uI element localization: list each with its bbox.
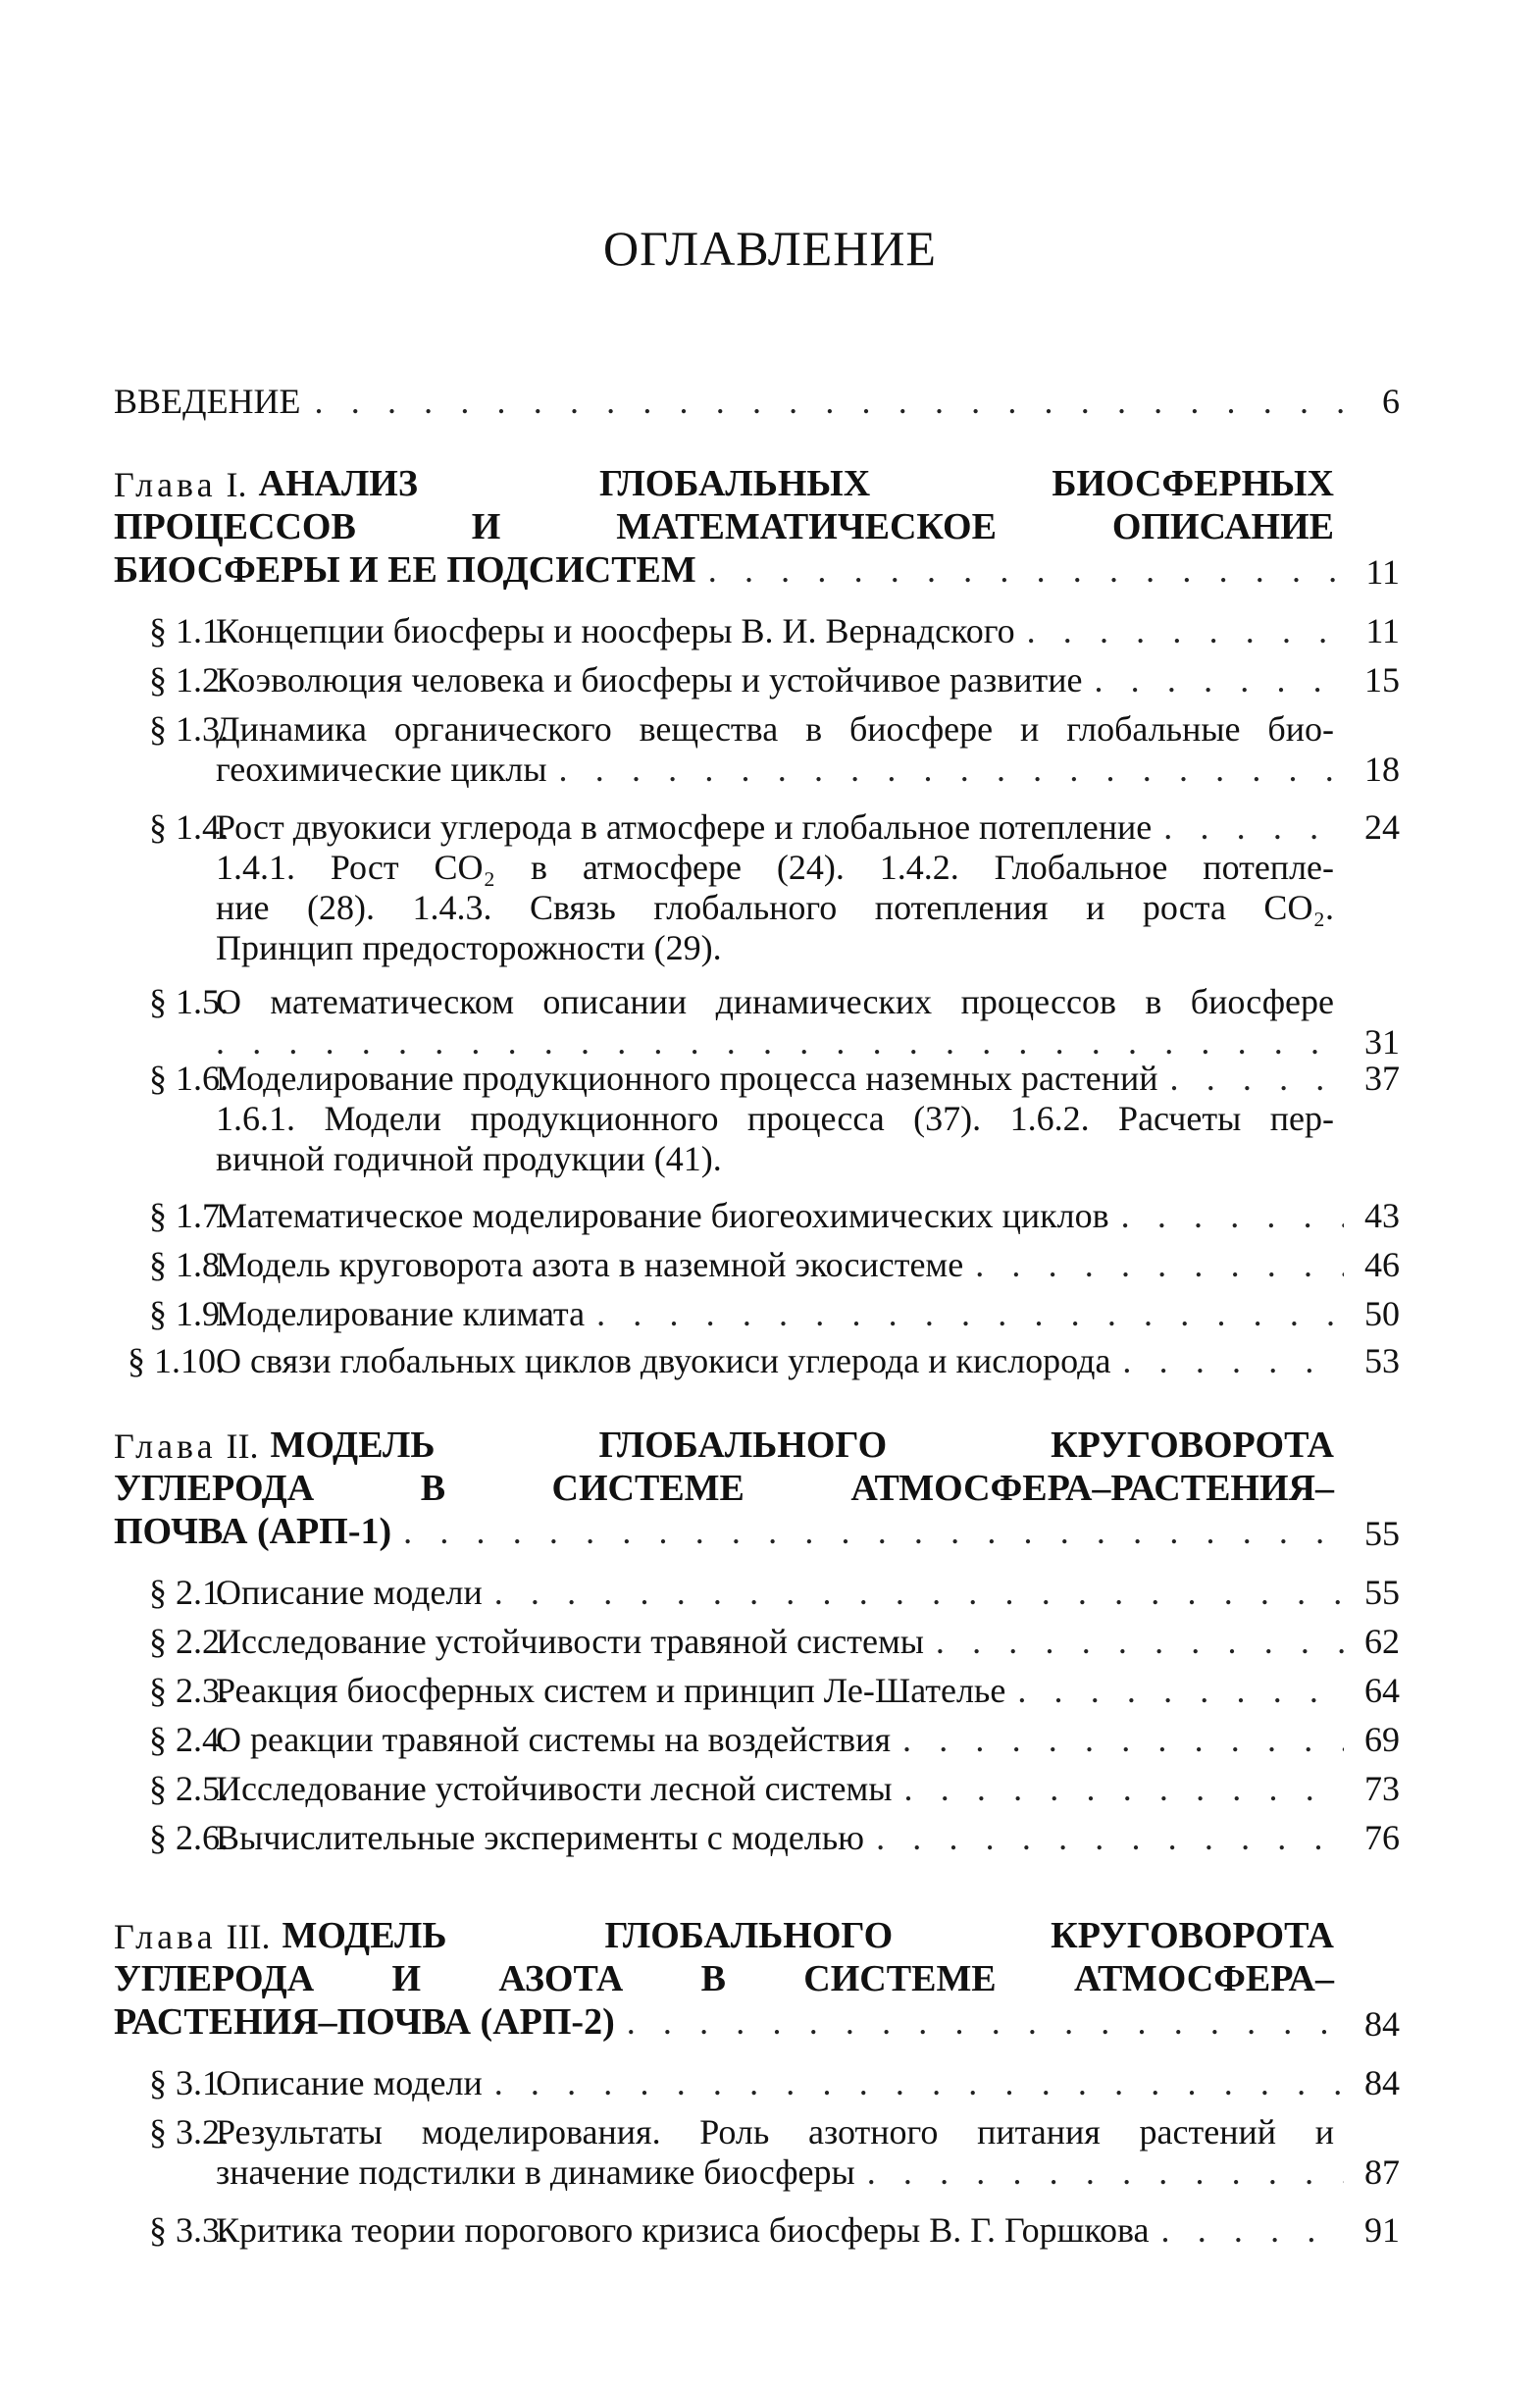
subsection-list: Принцип предосторожности (29). xyxy=(216,928,722,967)
leader-dots xyxy=(902,1719,1344,1760)
section-title: Моделирование климата xyxy=(216,1294,586,1333)
section-number: § 1.1. xyxy=(149,611,229,650)
chapter-title-line: ПОЧВА (АРП-1) xyxy=(114,1511,392,1552)
page-number[interactable]: 91 xyxy=(1364,2210,1400,2250)
section-number: § 3.2. xyxy=(149,2112,229,2152)
page-number[interactable]: 87 xyxy=(1364,2152,1400,2192)
chapter-prefix: Глава xyxy=(114,1426,217,1466)
chapter-title-line: РАСТЕНИЯ–ПОЧВА (АРП-2) xyxy=(114,2001,615,2043)
leader-dots xyxy=(936,1621,1344,1662)
chapter-number: III. xyxy=(226,1917,271,1956)
section-title: Вычислительные эксперименты с моделью xyxy=(216,1818,865,1857)
subsection-list: 1.6.1. Модели продукционного процесса (37). 1.6.2. Расчеты пер- xyxy=(216,1099,1334,1138)
page-number[interactable]: 31 xyxy=(1364,1022,1400,1062)
chapter-title-line: УГЛЕРОДА И АЗОТА В СИСТЕМЕ АТМОСФЕРА– xyxy=(114,1958,1334,1999)
leader-dots xyxy=(708,549,1344,591)
page-number[interactable]: 76 xyxy=(1364,1818,1400,1857)
page-title: ОГЛАВЛЕНИЕ xyxy=(603,221,937,276)
leader-dots xyxy=(1121,1195,1344,1236)
chapter-title-line: УГЛЕРОДА В СИСТЕМЕ АТМОСФЕРА–РАСТЕНИЯ– xyxy=(114,1468,1334,1509)
section-title: Концепции биосферы и ноосферы В. И. Вернадского xyxy=(216,611,1015,650)
section-title: Описание модели xyxy=(216,2063,483,2102)
chapter-prefix: Глава xyxy=(114,465,217,504)
chapter-number: I. xyxy=(226,465,247,504)
section-number: § 1.10. xyxy=(128,1341,225,1380)
section-number: § 1.6. xyxy=(149,1059,229,1098)
leader-dots xyxy=(494,2062,1344,2103)
chapter-number: II. xyxy=(226,1426,259,1466)
page-number[interactable]: 11 xyxy=(1365,552,1400,592)
leader-dots xyxy=(559,749,1344,790)
section-title: Исследование устойчивости лесной системы xyxy=(216,1769,893,1808)
section-number: § 2.3. xyxy=(149,1671,229,1710)
leader-dots xyxy=(904,1768,1344,1809)
leader-dots xyxy=(1161,2209,1344,2251)
leader-dots xyxy=(627,2001,1344,2043)
page-number[interactable]: 69 xyxy=(1364,1720,1400,1759)
page-number[interactable]: 84 xyxy=(1364,2063,1400,2102)
section-number: § 1.5. xyxy=(149,982,229,1021)
section-number: § 2.2. xyxy=(149,1622,229,1661)
page-number[interactable]: 55 xyxy=(1364,1514,1400,1553)
leader-dots xyxy=(1027,610,1344,651)
section-number: § 1.9. xyxy=(149,1294,229,1333)
section-number: § 1.3. xyxy=(149,709,229,749)
leader-dots xyxy=(596,1293,1344,1334)
section-title: Критика теории порогового кризиса биосферы В. Г. Горшкова xyxy=(216,2210,1150,2250)
section-title: Рост двуокиси углерода в атмосфере и глобальное потепление xyxy=(216,807,1153,847)
page-number[interactable]: 53 xyxy=(1364,1341,1400,1380)
page-number[interactable]: 11 xyxy=(1365,611,1400,650)
section-number: § 3.3. xyxy=(149,2210,229,2250)
leader-dots xyxy=(1170,1058,1344,1099)
section-title: Моделирование продукционного процесса наземных растений xyxy=(216,1059,1158,1098)
page-number[interactable]: 24 xyxy=(1364,807,1400,847)
leader-dots xyxy=(975,1244,1344,1285)
chapter-title-line: БИОСФЕРЫ И ЕЕ ПОДСИСТЕМ xyxy=(114,549,696,591)
page-number[interactable]: 15 xyxy=(1364,660,1400,700)
section-number: § 2.4. xyxy=(149,1720,229,1759)
section-title: Результаты моделирования. Роль азотного питания растений и xyxy=(216,2112,1334,2152)
leader-dots xyxy=(1017,1670,1344,1711)
section-title: Математическое моделирование биогеохимических циклов xyxy=(216,1196,1109,1235)
section-title: Коэволюция человека и биосферы и устойчивое развитие xyxy=(216,660,1083,700)
leader-dots xyxy=(315,381,1344,422)
section-title: Динамика органического вещества в биосфере и глобальные био- xyxy=(216,709,1334,749)
page-number[interactable]: 43 xyxy=(1364,1196,1400,1235)
leader-dots xyxy=(1094,659,1344,700)
leader-dots xyxy=(867,2152,1344,2193)
section-title: О математическом описании динамических процессов в биосфере xyxy=(216,982,1334,1021)
chapter-prefix: Глава xyxy=(114,1917,217,1956)
leader-dots xyxy=(403,1511,1344,1552)
leader-dots xyxy=(876,1817,1344,1858)
section-title: геохимические циклы xyxy=(216,750,547,789)
chapter-title-line: АНАЛИЗ ГЛОБАЛЬНЫХ БИОСФЕРНЫХ xyxy=(258,463,1334,504)
section-number: § 2.5. xyxy=(149,1769,229,1808)
section-number: § 1.4. xyxy=(149,807,229,847)
page-number[interactable]: 37 xyxy=(1364,1059,1400,1098)
chapter-title-line: МОДЕЛЬ ГЛОБАЛЬНОГО КРУГОВОРОТА xyxy=(270,1425,1334,1466)
leader-dots xyxy=(1163,806,1344,848)
section-title: значение подстилки в динамике биосферы xyxy=(216,2152,855,2192)
leader-dots xyxy=(494,1572,1344,1613)
subsection-list: ние (28). 1.4.3. Связь глобального потепления и роста CO₂. xyxy=(216,888,1334,927)
section-title: О связи глобальных циклов двуокиси углерода и кислорода xyxy=(216,1341,1111,1380)
subsection-list: вичной годичной продукции (41). xyxy=(216,1139,722,1178)
section-number: § 3.1. xyxy=(149,2063,229,2102)
leader-dots xyxy=(216,1021,1344,1063)
intro-label: ВВЕДЕНИЕ xyxy=(114,382,301,421)
page-number[interactable]: 84 xyxy=(1364,2004,1400,2044)
section-number: § 1.8. xyxy=(149,1245,229,1284)
section-title: Описание модели xyxy=(216,1573,483,1612)
leader-dots xyxy=(1122,1340,1344,1381)
section-number: § 2.6. xyxy=(149,1818,229,1857)
chapter-title-line: МОДЕЛЬ ГЛОБАЛЬНОГО КРУГОВОРОТА xyxy=(282,1915,1334,1956)
page-number[interactable]: 55 xyxy=(1364,1573,1400,1612)
section-title: О реакции травяной системы на воздействия xyxy=(216,1720,892,1759)
page-number[interactable]: 50 xyxy=(1364,1294,1400,1333)
chapter-title-line: ПРОЦЕССОВ И МАТЕМАТИЧЕСКОЕ ОПИСАНИЕ xyxy=(114,506,1334,547)
section-title: Реакция биосферных систем и принцип Ле-Шателье xyxy=(216,1671,1006,1710)
page-number[interactable]: 18 xyxy=(1364,750,1400,789)
section-title: Модель круговорота азота в наземной экосистеме xyxy=(216,1245,964,1284)
page-number[interactable]: 6 xyxy=(1382,382,1400,421)
page-number[interactable]: 73 xyxy=(1364,1769,1400,1808)
section-title: Исследование устойчивости травяной системы xyxy=(216,1622,924,1661)
section-number: § 2.1. xyxy=(149,1573,229,1612)
subsection-list: 1.4.1. Рост CO₂ в атмосфере (24). 1.4.2. Глобальное потепле- xyxy=(216,848,1334,887)
page-number[interactable]: 46 xyxy=(1364,1245,1400,1284)
section-number: § 1.7. xyxy=(149,1196,229,1235)
section-number: § 1.2. xyxy=(149,660,229,700)
page-number[interactable]: 62 xyxy=(1364,1622,1400,1661)
page-number[interactable]: 64 xyxy=(1364,1671,1400,1710)
